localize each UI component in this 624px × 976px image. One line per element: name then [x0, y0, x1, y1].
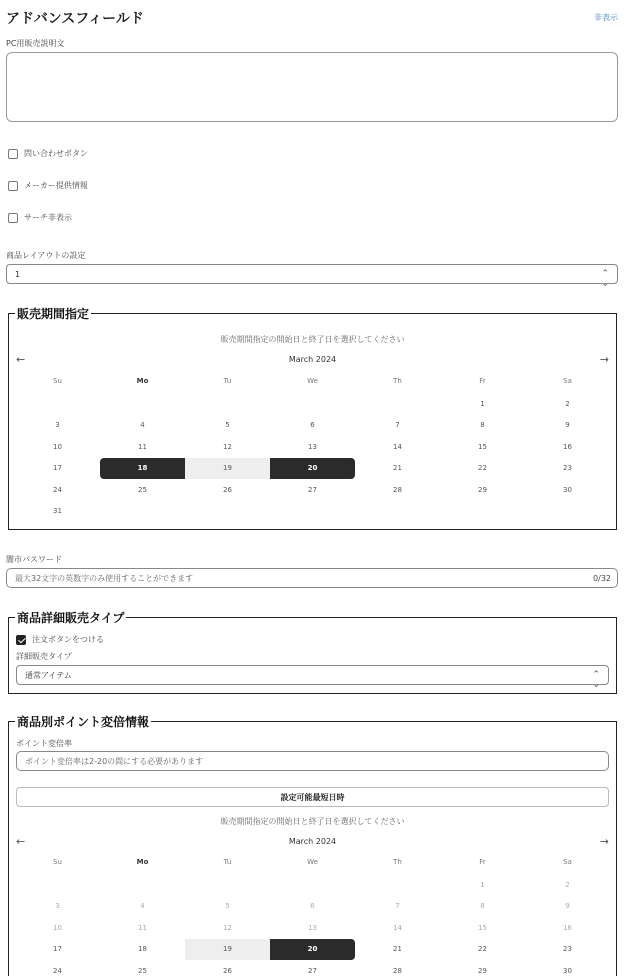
weekday-label: Sa — [563, 377, 572, 385]
points-calendar-hint: 販売期間指定の開始日と終了日を選択してください — [220, 817, 405, 826]
page-title: アドバンスフィールド — [6, 11, 144, 27]
calendar-day[interactable]: 24 — [53, 966, 62, 975]
order-button-checkbox[interactable] — [16, 635, 26, 645]
calendar-day[interactable]: 17 — [53, 945, 62, 953]
point-rate-input[interactable] — [16, 751, 609, 771]
search-hide-label: サーチ非表示 — [24, 213, 72, 222]
calendar-day[interactable]: 13 — [308, 442, 317, 451]
maker-info-option[interactable] — [8, 180, 88, 191]
calendar-day[interactable]: 21 — [393, 464, 402, 472]
calendar-day[interactable]: 4 — [140, 902, 145, 910]
sales-period-hint: 販売期間指定の開始日と終了日を選択してください — [220, 335, 405, 344]
maker-info-checkbox[interactable] — [8, 181, 18, 191]
calendar-day[interactable]: 10 — [53, 923, 62, 932]
calendar-day[interactable]: 16 — [563, 923, 572, 932]
prev-month-arrow-icon[interactable]: ← — [16, 353, 26, 366]
calendar-day[interactable]: 3 — [55, 421, 60, 429]
inquiry-button-checkbox[interactable] — [8, 149, 18, 159]
calendar-day[interactable]: 27 — [308, 966, 317, 975]
calendar-day[interactable]: 27 — [308, 485, 317, 494]
hide-link[interactable]: 非表示 — [594, 13, 618, 22]
calendar-day[interactable]: 7 — [395, 421, 400, 429]
calendar-day[interactable]: 9 — [565, 902, 570, 910]
calendar-day[interactable]: 20 — [270, 458, 355, 479]
calendar-day[interactable]: 1 — [480, 399, 485, 408]
calendar-day[interactable]: 28 — [393, 485, 402, 494]
calendar-day[interactable]: 26 — [223, 966, 232, 975]
calendar-day[interactable]: 28 — [393, 966, 402, 975]
calendar-day[interactable]: 6 — [310, 902, 315, 910]
weekday-label: Tu — [223, 858, 232, 866]
points-legend: 商品別ポイント変倍情報 — [17, 715, 150, 729]
calendar-day[interactable]: 8 — [480, 421, 485, 429]
weekday-label: Th — [393, 377, 402, 385]
password-counter: 0/32 — [593, 574, 611, 583]
sales-period-calendar — [8, 305, 617, 530]
calendar-day[interactable]: 25 — [138, 966, 147, 975]
calendar-day[interactable]: 21 — [393, 945, 402, 953]
calendar-day[interactable]: 17 — [53, 464, 62, 472]
order-button-option[interactable] — [16, 634, 104, 645]
calendar-day[interactable]: 5 — [225, 421, 230, 429]
calendar-day[interactable]: 25 — [138, 485, 147, 494]
weekday-label: We — [307, 377, 318, 385]
sales-period-legend: 販売期間指定 — [17, 307, 90, 321]
search-hide-checkbox[interactable] — [8, 213, 18, 223]
pc-description-label: PC用販売説明文 — [6, 39, 65, 48]
detail-sales-legend: 商品詳細販売タイプ — [17, 611, 125, 625]
calendar-day[interactable]: 23 — [563, 945, 572, 953]
calendar-month-title: March 2024 — [288, 355, 337, 364]
weekday-label: Sa — [563, 858, 572, 866]
calendar-day[interactable]: 19 — [185, 939, 270, 960]
calendar-day[interactable]: 12 — [223, 442, 232, 451]
layout-select-value: 1 — [15, 269, 21, 279]
point-rate-placeholder: ポイント変倍率は2-20の間にする必要があります — [25, 756, 204, 766]
calendar-day[interactable]: 31 — [53, 507, 62, 515]
calendar-day[interactable]: 7 — [395, 902, 400, 910]
detail-type-select[interactable] — [16, 665, 609, 690]
calendar-month-title: March 2024 — [288, 837, 337, 846]
calendar-day[interactable]: 26 — [223, 485, 232, 494]
points-calendar — [8, 808, 617, 976]
calendar-day[interactable]: 2 — [565, 399, 570, 408]
calendar-day[interactable]: 10 — [53, 442, 62, 451]
weekday-label: Su — [53, 858, 62, 866]
calendar-day[interactable]: 24 — [53, 485, 62, 494]
pc-description-textarea[interactable] — [6, 52, 618, 122]
calendar-day[interactable]: 8 — [480, 902, 485, 910]
next-month-arrow-icon[interactable]: → — [599, 835, 609, 848]
calendar-day[interactable]: 9 — [565, 421, 570, 429]
calendar-day[interactable]: 11 — [138, 923, 147, 932]
calendar-day[interactable]: 20 — [270, 939, 355, 960]
order-button-label: 注文ボタンをつける — [32, 635, 104, 644]
calendar-day[interactable]: 12 — [223, 923, 232, 932]
calendar-day[interactable]: 30 — [563, 966, 572, 975]
search-hide-option[interactable] — [8, 212, 72, 223]
calendar-day[interactable]: 18 — [100, 458, 185, 479]
weekday-label: We — [307, 858, 318, 866]
weekday-label: Fr — [479, 858, 486, 866]
calendar-day[interactable]: 15 — [478, 923, 487, 932]
maker-info-label: メーカー提供情報 — [24, 181, 88, 190]
password-placeholder: 最大32文字の英数字のみ使用することができます — [15, 573, 194, 583]
next-month-arrow-icon[interactable]: → — [599, 353, 609, 366]
calendar-day[interactable]: 15 — [478, 442, 487, 451]
calendar-day[interactable]: 2 — [565, 880, 570, 889]
point-rate-label: ポイント変倍率 — [16, 739, 72, 748]
calendar-day[interactable]: 14 — [393, 442, 402, 451]
layout-label: 商品レイアウトの設定 — [6, 251, 86, 260]
weekday-label: Mo — [136, 377, 149, 385]
calendar-day[interactable]: 23 — [563, 464, 572, 472]
weekday-label: Th — [393, 858, 402, 866]
password-label: 闇市パスワード — [6, 555, 62, 564]
calendar-day[interactable]: 22 — [478, 464, 487, 472]
weekday-label: Tu — [223, 377, 232, 385]
calendar-day[interactable]: 16 — [563, 442, 572, 451]
calendar-day[interactable]: 3 — [55, 902, 60, 910]
weekday-label: Fr — [479, 377, 486, 385]
calendar-day[interactable]: 22 — [478, 945, 487, 953]
calendar-day[interactable]: 19 — [185, 458, 270, 479]
calendar-day[interactable]: 5 — [225, 902, 230, 910]
inquiry-button-label: 問い合わせボタン — [24, 149, 88, 158]
weekday-label: Mo — [136, 858, 149, 866]
detail-type-value: 通常アイテム — [25, 670, 72, 680]
shortest-date-button[interactable]: 設定可能最短日時 — [16, 787, 609, 807]
calendar-day[interactable]: 29 — [478, 485, 487, 494]
calendar-day[interactable]: 18 — [138, 945, 147, 953]
calendar-day[interactable]: 1 — [480, 880, 485, 889]
calendar-day[interactable]: 30 — [563, 485, 572, 494]
weekday-label: Su — [53, 377, 62, 385]
inquiry-button-option[interactable] — [8, 148, 88, 159]
password-input[interactable] — [6, 568, 618, 588]
calendar-day[interactable]: 6 — [310, 421, 315, 429]
calendar-day[interactable]: 29 — [478, 966, 487, 975]
detail-type-label: 詳細販売タイプ — [16, 652, 72, 661]
calendar-day[interactable]: 14 — [393, 923, 402, 932]
calendar-day[interactable]: 13 — [308, 923, 317, 932]
layout-select[interactable] — [6, 264, 618, 289]
select-chevron-icon: ⌃ ⌄ — [601, 269, 609, 289]
prev-month-arrow-icon[interactable]: ← — [16, 835, 26, 848]
calendar-day[interactable]: 4 — [140, 421, 145, 429]
calendar-day[interactable]: 11 — [138, 442, 147, 451]
select-chevron-icon: ⌃ ⌄ — [592, 670, 600, 690]
